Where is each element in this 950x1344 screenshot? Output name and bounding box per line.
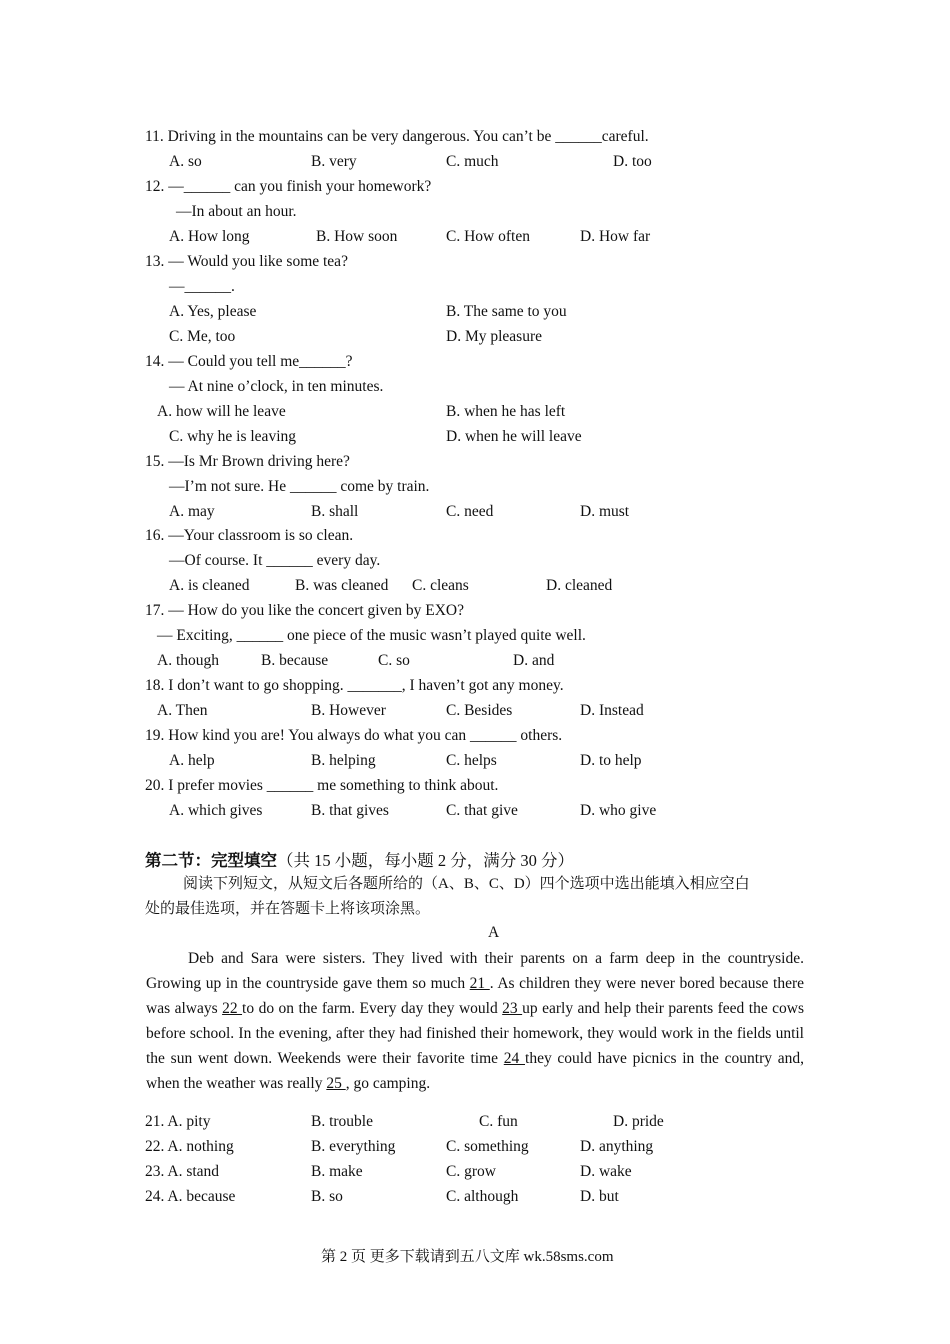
option-18-c: C. Besides bbox=[446, 702, 513, 719]
answer-22-b: B. everything bbox=[311, 1138, 396, 1155]
answer-21-d: D. pride bbox=[613, 1113, 664, 1130]
option-16-b: B. was cleaned bbox=[295, 577, 389, 594]
question-12: 12. —______ can you finish your homework? bbox=[145, 178, 432, 195]
option-19-a: A. help bbox=[169, 752, 215, 769]
option-11-d: D. too bbox=[613, 153, 652, 170]
answer-24-c: C. although bbox=[446, 1188, 519, 1205]
option-12-b: B. How soon bbox=[316, 228, 398, 245]
blank-25: 25 bbox=[326, 1075, 346, 1092]
page-footer: 第 2 页 更多下载请到五八文库 wk.58sms.com bbox=[321, 1249, 614, 1265]
instruction-line-1: 阅读下列短文，从短文后各题所给的（A、B、C、D）四个选项中选出能填入相应空白 bbox=[183, 876, 750, 892]
option-15-d: D. must bbox=[580, 503, 630, 520]
option-18-b: B. However bbox=[311, 702, 386, 719]
option-16-c: C. cleans bbox=[412, 577, 469, 594]
option-17-a: A. though bbox=[157, 652, 219, 669]
answer-22-d: D. anything bbox=[580, 1138, 654, 1155]
option-14-b: B. when he has left bbox=[446, 403, 566, 420]
option-13-c: C. Me, too bbox=[169, 328, 236, 345]
reply-17: — Exciting, ______ one piece of the music wasn’t played quite well. bbox=[157, 627, 586, 644]
option-12-a: A. How long bbox=[169, 228, 250, 245]
reply-14: — At nine o’clock, in ten minutes. bbox=[169, 378, 384, 395]
question-13: 13. — Would you like some tea? bbox=[145, 253, 348, 270]
answer-21-c: C. fun bbox=[479, 1113, 518, 1130]
answer-23-d: D. wake bbox=[580, 1163, 632, 1180]
option-13-d: D. My pleasure bbox=[446, 328, 542, 345]
option-15-c: C. need bbox=[446, 503, 494, 520]
section-heading bbox=[145, 847, 574, 871]
answer-23-a: 23. A. stand bbox=[145, 1163, 220, 1180]
option-20-a: A. which gives bbox=[169, 802, 263, 819]
section-title-detail: （共 15 小题，每小题 2 分，满分 30 分） bbox=[277, 851, 574, 870]
reply-13: —______. bbox=[169, 278, 235, 295]
option-11-c: C. much bbox=[446, 153, 499, 170]
option-15-b: B. shall bbox=[311, 503, 359, 520]
option-17-d: D. and bbox=[513, 652, 555, 669]
answer-23-b: B. make bbox=[311, 1163, 363, 1180]
cloze-passage bbox=[146, 946, 804, 1096]
option-18-a: A. Then bbox=[157, 702, 208, 719]
passage-label: A bbox=[488, 924, 500, 941]
answer-21-b: B. trouble bbox=[311, 1113, 373, 1130]
option-19-c: C. helps bbox=[446, 752, 497, 769]
answer-22-c: C. something bbox=[446, 1138, 529, 1155]
passage-text: , go camping. bbox=[345, 1075, 431, 1092]
option-16-a: A. is cleaned bbox=[169, 577, 250, 594]
question-14: 14. — Could you tell me______? bbox=[145, 353, 353, 370]
passage-text: they could have picnics in the country and, when the weather was really bbox=[146, 1050, 804, 1092]
question-17: 17. — How do you like the concert given by EXO? bbox=[145, 602, 464, 619]
reply-15: —I’m not sure. He ______ come by train. bbox=[169, 478, 430, 495]
option-17-c: C. so bbox=[378, 652, 410, 669]
option-17-b: B. because bbox=[261, 652, 329, 669]
option-14-d: D. when he will leave bbox=[446, 428, 582, 445]
option-13-a: A. Yes, please bbox=[169, 303, 257, 320]
question-15: 15. —Is Mr Brown driving here? bbox=[145, 453, 350, 470]
option-16-d: D. cleaned bbox=[546, 577, 613, 594]
option-11-b: B. very bbox=[311, 153, 357, 170]
blank-22: 22 bbox=[222, 1000, 243, 1017]
question-20: 20. I prefer movies ______ me something to think about. bbox=[145, 777, 499, 794]
reply-16: —Of course. It ______ every day. bbox=[169, 552, 381, 569]
answer-24-d: D. but bbox=[580, 1188, 619, 1205]
question-11: 11. Driving in the mountains can be very dangerous. You can’t be ______careful. bbox=[145, 128, 649, 145]
option-12-d: D. How far bbox=[580, 228, 651, 245]
option-13-b: B. The same to you bbox=[446, 303, 567, 320]
option-20-b: B. that gives bbox=[311, 802, 389, 819]
section-title: 第二节：完型填空 bbox=[145, 851, 277, 870]
blank-21: 21 bbox=[469, 975, 490, 992]
question-18: 18. I don’t want to go shopping. _______, I haven’t got any money. bbox=[145, 677, 564, 694]
option-11-a: A. so bbox=[169, 153, 202, 170]
option-12-c: C. How often bbox=[446, 228, 530, 245]
option-19-d: D. to help bbox=[580, 752, 642, 769]
instruction-line-2: 处的最佳选项，并在答题卡上将该项涂黑。 bbox=[145, 901, 431, 917]
answer-23-c: C. grow bbox=[446, 1163, 496, 1180]
question-16: 16. —Your classroom is so clean. bbox=[145, 527, 354, 544]
answer-21-a: 21. A. pity bbox=[145, 1113, 211, 1130]
option-20-d: D. who give bbox=[580, 802, 657, 819]
answer-22-a: 22. A. nothing bbox=[145, 1138, 234, 1155]
option-14-a: A. how will he leave bbox=[157, 403, 286, 420]
answer-24-a: 24. A. because bbox=[145, 1188, 236, 1205]
passage-text: Deb and Sara were sisters. They lived with their parents on a farm deep in the countryside. Growing up in the countryside gave them so much bbox=[146, 950, 804, 992]
option-19-b: B. helping bbox=[311, 752, 376, 769]
answer-24-b: B. so bbox=[311, 1188, 343, 1205]
option-14-c: C. why he is leaving bbox=[169, 428, 296, 445]
passage-text: . As children they were never bored because there was always bbox=[146, 975, 805, 1017]
blank-23: 23 bbox=[502, 1000, 523, 1017]
passage-text: up early and help their parents feed the cows before school. In the evening, after they had finished their homework, they would work in the fields until the sun went down. Weekends were their favorite time bbox=[146, 1000, 805, 1067]
option-20-c: C. that give bbox=[446, 802, 518, 819]
option-18-d: D. Instead bbox=[580, 702, 644, 719]
passage-text: to do on the farm. Every day they would bbox=[242, 1000, 503, 1017]
question-19: 19. How kind you are! You always do what you can ______ others. bbox=[145, 727, 563, 744]
reply-12: —In about an hour. bbox=[176, 203, 297, 220]
blank-24: 24 bbox=[503, 1050, 526, 1067]
option-15-a: A. may bbox=[169, 503, 215, 520]
